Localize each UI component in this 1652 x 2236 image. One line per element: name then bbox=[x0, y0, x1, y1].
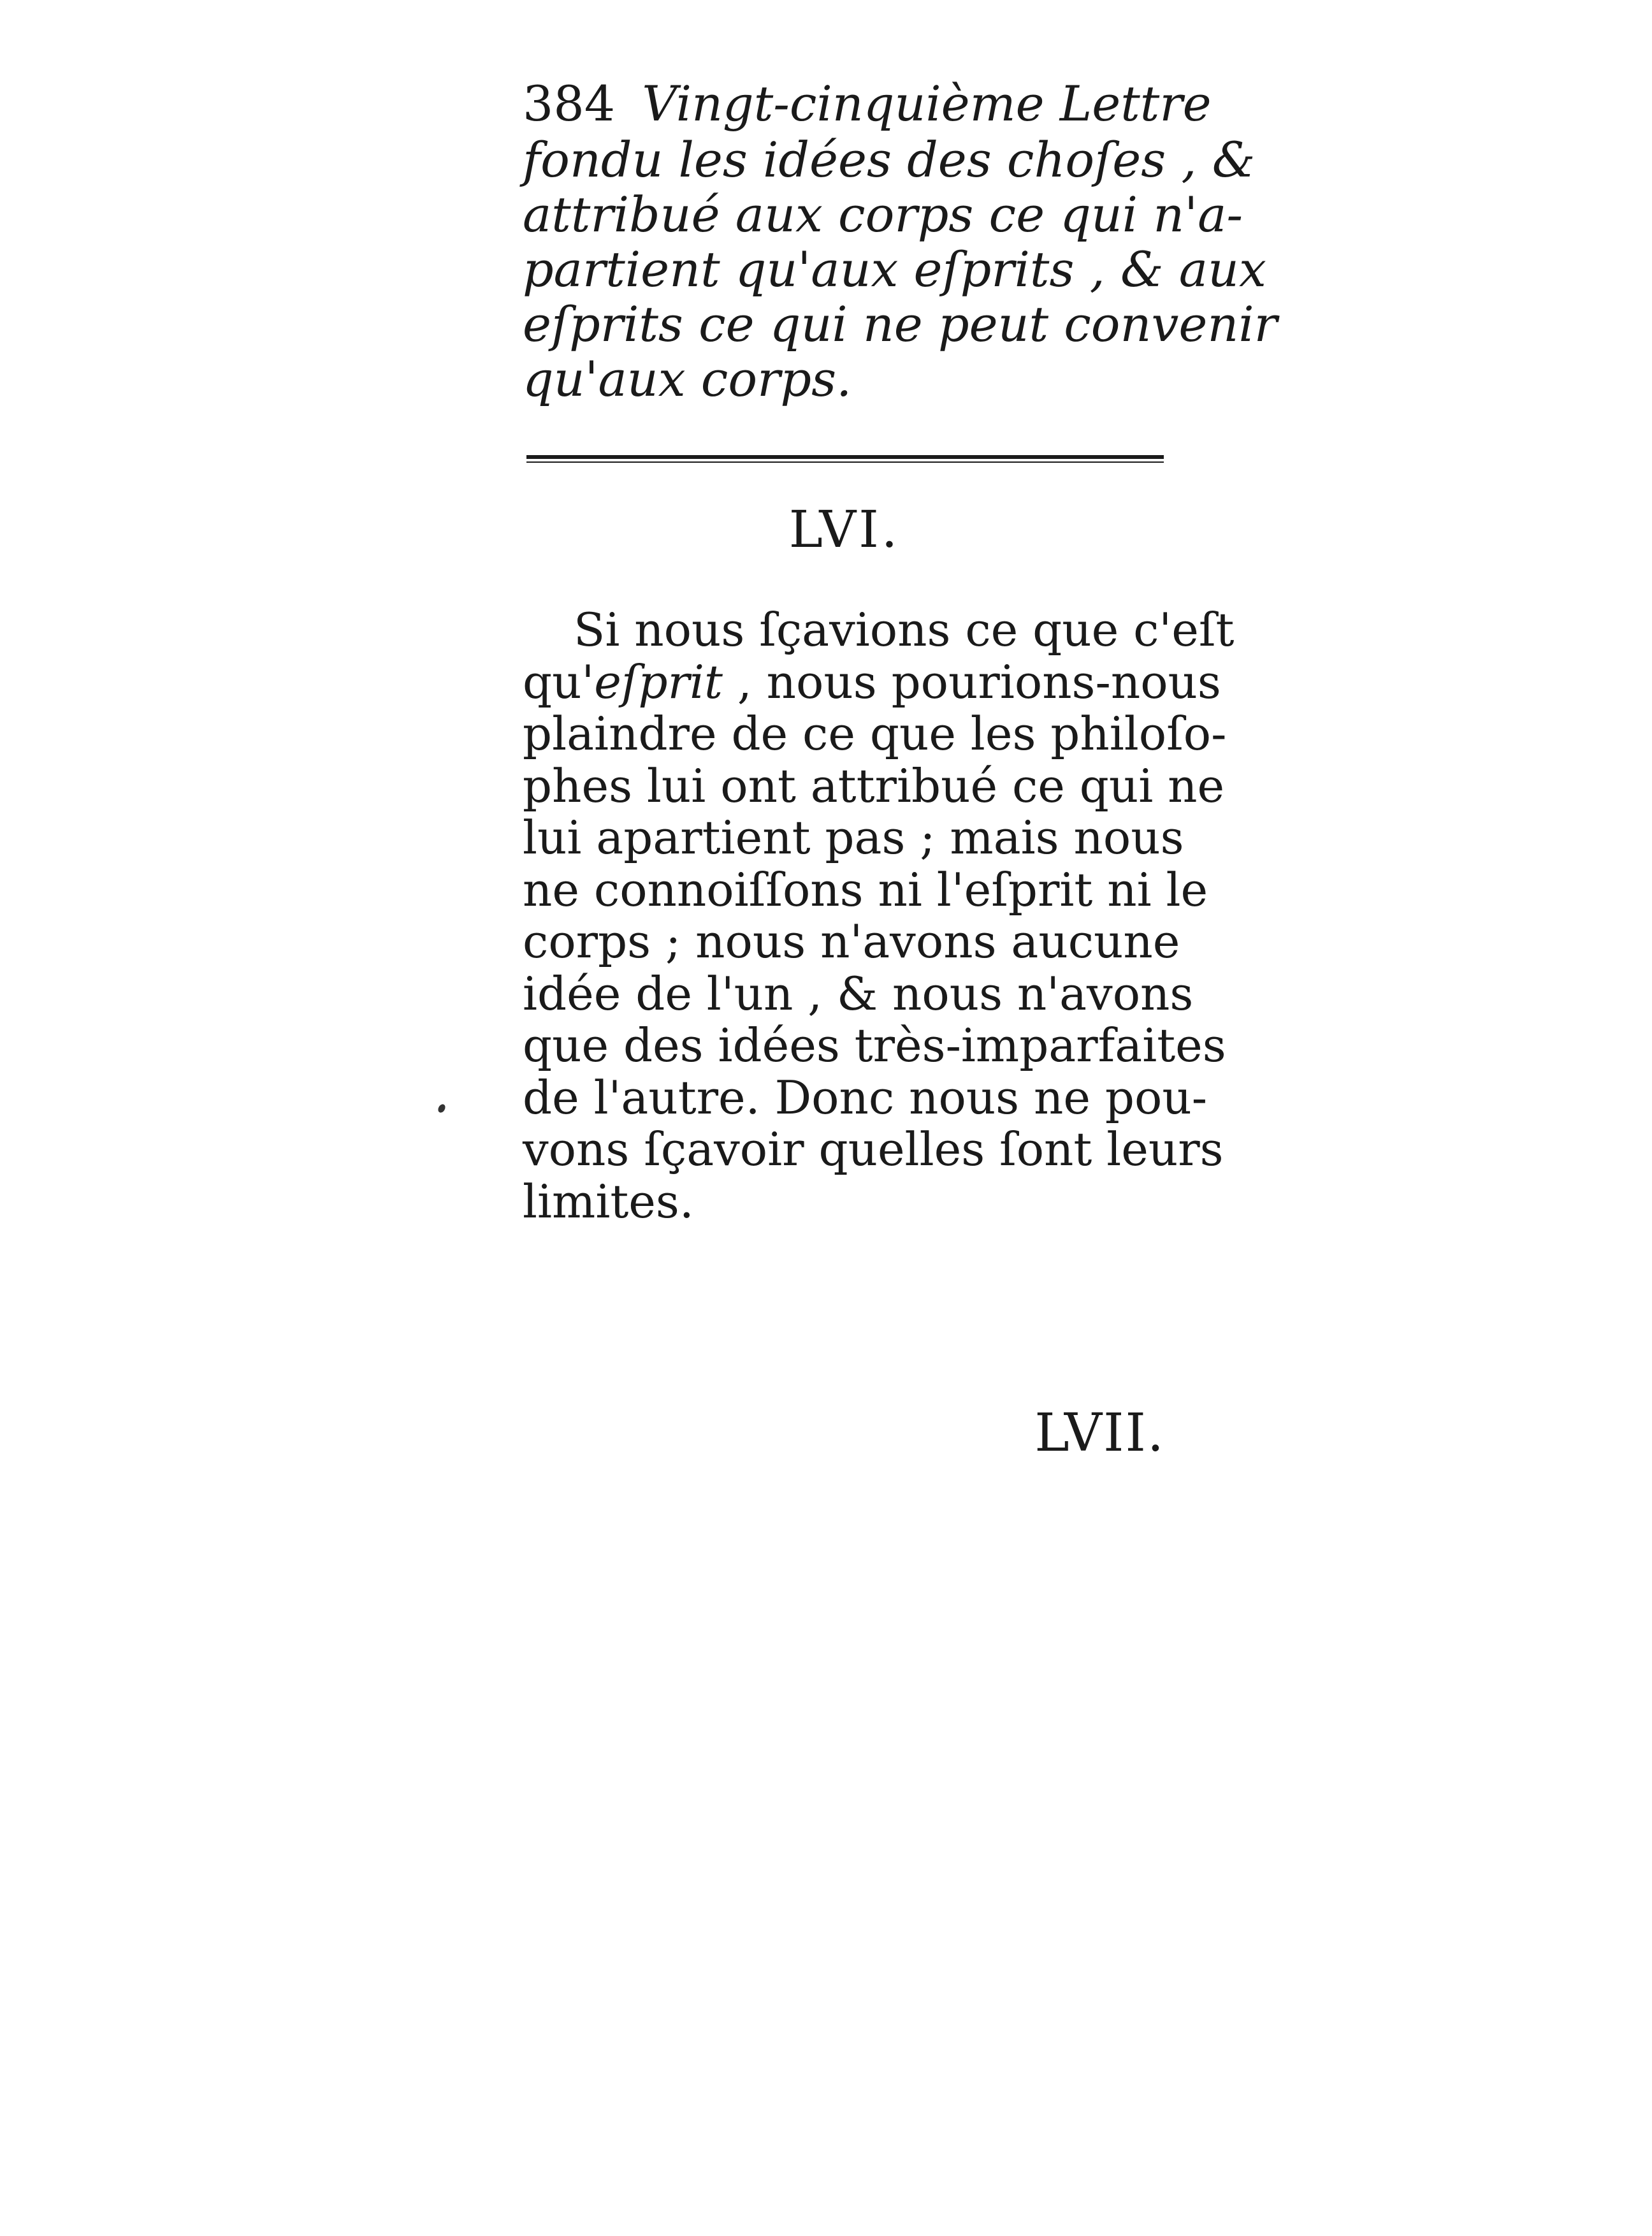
italic-line: partient qu'aux eſprits , & aux bbox=[523, 241, 1266, 298]
body-line: Si nous ſçavions ce que c'eſt bbox=[574, 603, 1235, 657]
body-line: vons ſçavoir quelles ſont leurs bbox=[523, 1122, 1224, 1176]
italic-line: eſprits ce qui ne peut convenir bbox=[523, 296, 1277, 352]
body-line: corps ; nous n'avons aucune bbox=[523, 915, 1180, 968]
catchword: LVII. bbox=[1034, 1403, 1165, 1463]
section-divider-rule bbox=[526, 455, 1164, 463]
body-line: lui apartient pas ; mais nous bbox=[523, 811, 1184, 864]
running-head-title: Vingt-cinquième Lettre bbox=[642, 75, 1212, 132]
section-body bbox=[523, 603, 1235, 1228]
italic-paragraph bbox=[523, 131, 1277, 407]
body-line: limites. bbox=[523, 1174, 694, 1228]
body-line: ne connoiſſons ni l'eſprit ni le bbox=[523, 862, 1208, 917]
body-line: que des idées très-imparfaites bbox=[523, 1019, 1226, 1072]
italic-word: eſprit bbox=[594, 655, 723, 709]
italic-line: attribué aux corps ce qui n'a- bbox=[523, 186, 1243, 243]
body-line: plaindre de ce que les philoſo- bbox=[523, 707, 1227, 760]
body-line: idée de l'un , & nous n'avons bbox=[523, 966, 1194, 1020]
body-line: de l'autre. Donc nous ne pou- bbox=[523, 1070, 1208, 1124]
section-number: LVI. bbox=[788, 500, 901, 559]
ink-speck bbox=[437, 1103, 447, 1114]
italic-line: qu'aux corps. bbox=[523, 351, 852, 407]
body-line: phes lui ont attribué ce qui ne bbox=[523, 759, 1225, 813]
body-line: qu'eſprit , nous pourions-nous bbox=[523, 655, 1221, 709]
page-number: 384 bbox=[523, 75, 616, 132]
italic-line: fondu les idées des choſes , & bbox=[523, 131, 1256, 188]
running-head bbox=[523, 75, 1212, 133]
